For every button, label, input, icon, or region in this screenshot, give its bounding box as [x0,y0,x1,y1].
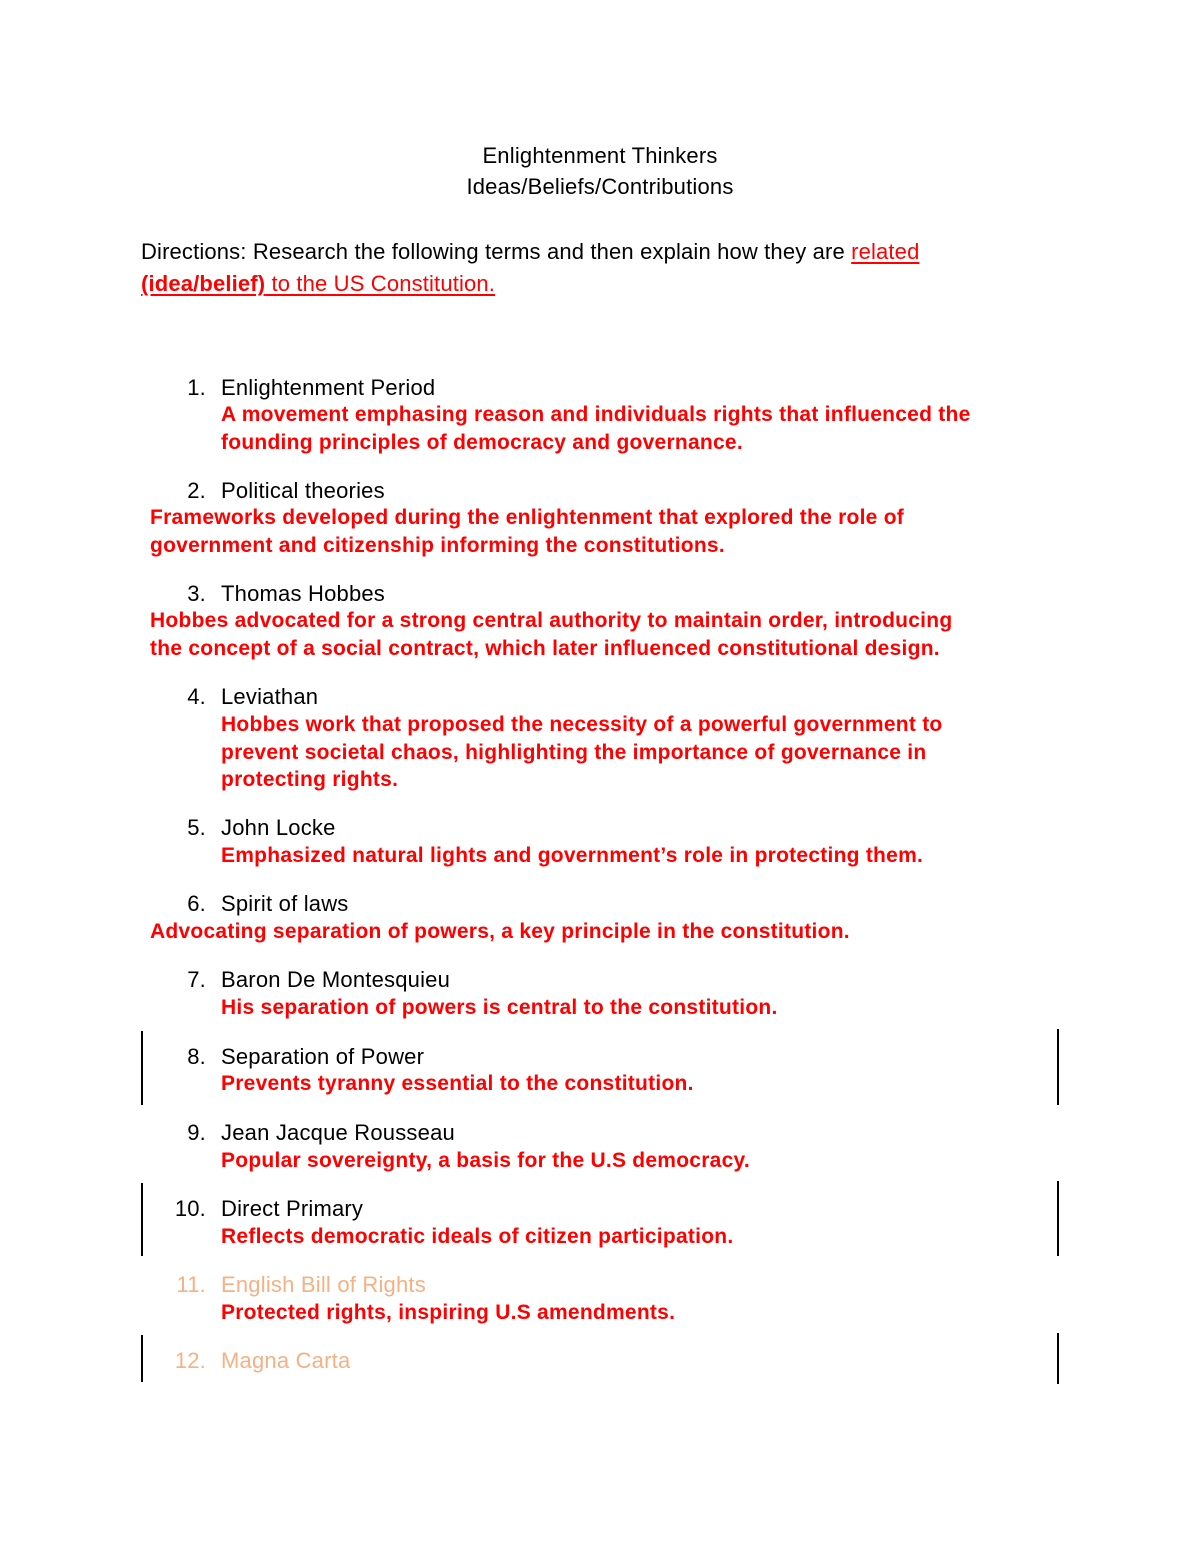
item-description [221,1070,1081,1098]
description-line: Advocating separation of powers, a key principle in the constitution. [150,920,850,943]
item-term: John Locke [221,815,336,840]
description-line: Hobbes advocated for a strong central authority to maintain order, introducing [150,609,953,632]
description-line: protecting rights. [221,768,399,791]
item-description [221,1299,1081,1327]
right-change-bar [1057,1333,1059,1384]
item-number: 4. [187,684,206,709]
item-number: 3. [187,581,206,606]
left-change-bar [141,1031,143,1105]
item-term: Separation of Power [221,1044,425,1069]
item-number: 11. [176,1272,206,1297]
description-line: Frameworks developed during the enlightenment that explored the role of [150,506,905,529]
item-number: 2. [187,478,206,503]
item-term: Thomas Hobbes [221,581,386,606]
left-change-bar [141,1335,143,1382]
description-line: the concept of a social contract, which later influenced constitutional design. [150,636,940,660]
directions-us-constitution: to the US Constitution. [265,271,496,296]
item-description [150,918,1050,946]
document-subtitle: Ideas/Beliefs/Contributions [466,174,734,199]
item-description [221,711,1081,794]
item-description [150,504,1050,559]
item-term: Baron De Montesquieu [221,967,451,992]
item-term: Magna Carta [221,1348,351,1373]
item-description [221,1147,1081,1175]
description-line: founding principles of democracy and governance. [221,430,743,454]
item-number: 7. [187,967,206,992]
item-description [221,842,1081,870]
right-change-bar [1057,1181,1059,1256]
directions-paragraph [141,236,1051,300]
item-term: English Bill of Rights [221,1272,426,1297]
item-description [150,607,1050,662]
item-number: 6. [187,891,206,916]
document-title: Enlightenment Thinkers [482,143,718,168]
description-line: A movement emphasing reason and individuals rights that influenced the [221,403,971,426]
description-line: His separation of powers is central to the constitution. [221,996,778,1019]
item-term: Jean Jacque Rousseau [221,1120,455,1145]
item-term: Direct Primary [221,1196,364,1221]
item-description [221,401,1081,456]
item-number: 5. [187,815,206,840]
description-line: Reflects democratic ideals of citizen participation. [221,1225,734,1248]
directions-idea-belief: (idea/belief) [141,271,266,296]
right-change-bar [1057,1029,1059,1105]
item-number: 10. [174,1196,206,1221]
item-term: Spirit of laws [221,891,349,916]
description-line: prevent societal chaos, highlighting the importance of governance in [221,740,927,764]
item-description [221,1223,1081,1251]
item-term: Political theories [221,478,385,503]
description-line: Popular sovereignty, a basis for the U.S democracy. [221,1149,750,1172]
description-line: Prevents tyranny essential to the constitution. [221,1072,694,1095]
directions-related: related [851,239,920,264]
description-line: Protected rights, inspiring U.S amendments. [221,1301,676,1324]
directions-lead: Directions: Research the following terms and then explain how they are [141,239,852,264]
item-number: 12. [174,1348,206,1373]
item-description [221,994,1081,1022]
description-line: Emphasized natural lights and government’s role in protecting them. [221,844,924,867]
item-term: Enlightenment Period [221,375,436,400]
description-line: Hobbes work that proposed the necessity of a powerful government to [221,713,943,736]
item-term: Leviathan [221,684,319,709]
description-line: government and citizenship informing the constitutions. [150,533,725,557]
item-number: 8. [187,1044,206,1069]
item-number: 1. [187,375,206,400]
left-change-bar [141,1183,143,1256]
item-number: 9. [187,1120,206,1145]
